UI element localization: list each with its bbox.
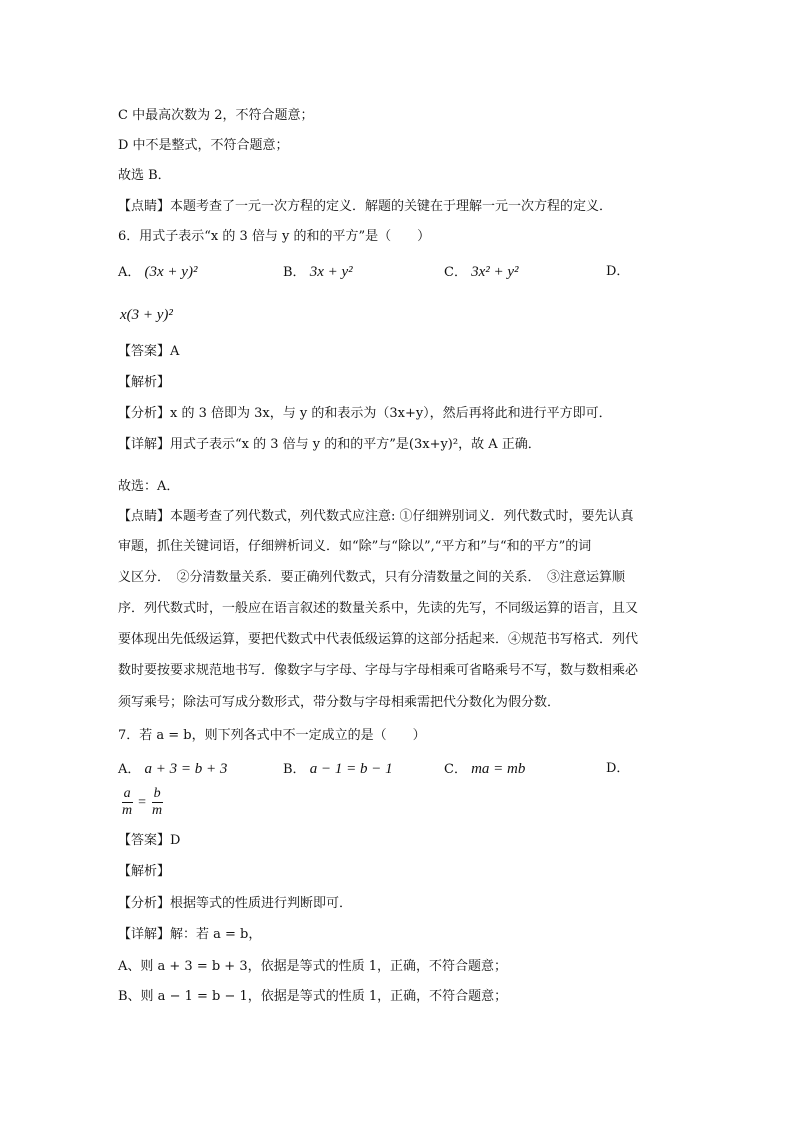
q7-option-b (283, 760, 393, 779)
q7-option-c-expr: ma = mb (471, 761, 526, 777)
q6-option-a-expr: (3x + y)² (144, 264, 198, 280)
q7-option-d-expr (120, 786, 164, 819)
fraction-right-denominator: m (152, 803, 163, 818)
fraction-right-numerator: b (153, 786, 161, 801)
q6-option-a (118, 263, 197, 282)
comment-q5: 【点睛】本题考查了一元一次方程的定义．解题的关键在于理解一元一次方程的定义． (118, 199, 613, 214)
choose-b: 故选 B． (118, 168, 171, 183)
q7-analysis: 【分析】根据等式的性质进行判断即可． (118, 896, 353, 911)
q7-detail-b: B、则 a − 1 = b − 1，依据是等式的性质 1，正确，不符合题意； (118, 989, 508, 1004)
c-option-note: C 中最高次数为 2，不符合题意； (118, 108, 314, 123)
q6-analysis: 【分析】x 的 3 倍即为 3x，与 y 的和表示为（3x+y），然后再将此和进行平方即可． (118, 406, 612, 421)
q6-analysis-head: 【解析】 (118, 375, 171, 390)
q6-option-d (606, 263, 629, 281)
q6-option-b (283, 263, 353, 282)
q6-option-b-expr: 3x + y² (309, 264, 353, 280)
q6-comment-line: 义区分． ②分清数量关系．要正确列代数式，只有分清数量之间的关系． ③注意运算顺 (118, 570, 626, 585)
q7-option-b-label: B． (283, 762, 306, 777)
q7-option-a (118, 760, 227, 779)
q6-comment-line: 审题，抓住关键词语，仔细辨析词义．如“除”与“除以”,“平方和”与“和的平方”的词 (118, 539, 592, 554)
q7-option-a-expr: a + 3 = b + 3 (144, 761, 228, 777)
q7-option-d (606, 760, 629, 778)
q6-comment-line: 须写乘号；除法可写成分数形式，带分数与字母相乘需把代分数化为假分数． (118, 695, 561, 710)
q6-option-b-label: B． (283, 265, 306, 280)
fraction-right (150, 786, 164, 819)
q7-option-c-label: C． (444, 762, 467, 777)
q7-detail: 【详解】解：若 a = b， (118, 927, 262, 942)
q7-detail-a: A、则 a + 3 = b + 3，依据是等式的性质 1，正确，不符合题意； (118, 959, 508, 974)
q7-answer: 【答案】D (118, 833, 181, 848)
q7-analysis-head: 【解析】 (118, 864, 171, 879)
q7-option-a-label: A． (118, 762, 141, 777)
q6-option-c (444, 263, 519, 282)
q6-choose: 故选：A． (118, 479, 180, 494)
q7-stem: 7．若 a = b，则下列各式中不一定成立的是（ ） (118, 728, 426, 743)
q6-comment-line: 【点睛】本题考查了列代数式，列代数式应注意: ①仔细辨别词义．列代数式时，要先认真 (118, 509, 634, 524)
q6-option-a-label: A． (118, 265, 141, 280)
q7-option-c (444, 760, 525, 779)
equals-sign: = (138, 794, 147, 810)
q6-option-d-label: D． (606, 264, 630, 279)
fraction-left-denominator: m (122, 803, 133, 818)
q6-comment-line: 要体现出先低级运算，要把代数式中代表低级运算的这部分括起来．④规范书写格式．列代 (118, 632, 639, 647)
fraction-left-numerator: a (123, 786, 131, 801)
q6-answer: 【答案】A (118, 344, 180, 359)
q6-stem: 6．用式子表示“x 的 3 倍与 y 的和的平方”是（ ） (118, 229, 431, 244)
q7-option-d-label: D． (606, 761, 630, 776)
d-option-note: D 中不是整式，不符合题意； (118, 138, 289, 153)
q6-option-d-expr: x(3 + y)² (120, 307, 173, 323)
q6-option-c-label: C． (444, 265, 467, 280)
q7-option-b-expr: a − 1 = b − 1 (309, 761, 393, 777)
q6-detail: 【详解】用式子表示“x 的 3 倍与 y 的和的平方”是(3x+y)²，故 A 正确． (118, 437, 541, 452)
fraction-left (120, 786, 134, 819)
q6-comment-line: 数时要按要求规范地书写．像数字与字母、字母与字母相乘可省略乘号不写，数与数相乘必 (118, 663, 639, 678)
q6-option-c-expr: 3x² + y² (471, 264, 519, 280)
q6-comment-line: 序．列代数式时，一般应在语言叙述的数量关系中，先读的先写，不同级运算的语言，且又 (118, 601, 639, 616)
